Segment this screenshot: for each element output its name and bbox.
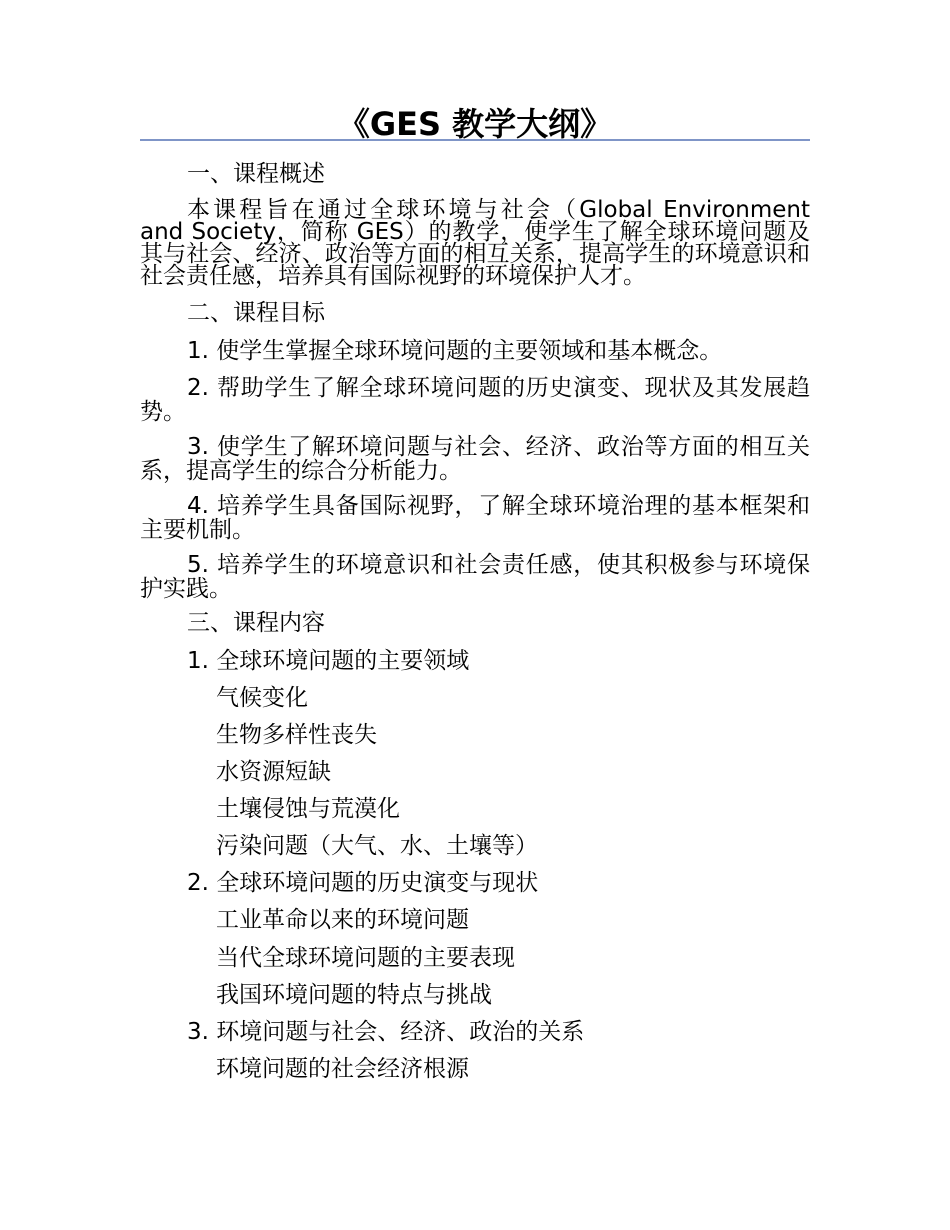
content-subitem: 工业革命以来的环境问题 (216, 907, 469, 933)
objective-item: 5. 培养学生的环境意识和社会责任感，使其积极参与环境保护实践。 (140, 552, 810, 602)
content-subitem: 污染问题（大气、水、土壤等） (216, 833, 538, 859)
content-subitem: 水资源短缺 (216, 759, 331, 785)
objective-item: 3. 使学生了解环境问题与社会、经济、政治等方面的相互关系，提高学生的综合分析能力。 (140, 434, 810, 484)
content-subitem: 气候变化 (216, 685, 308, 711)
content-group-title: 1. 全球环境问题的主要领域 (187, 648, 470, 674)
overview-paragraph: 本课程旨在通过全球环境与社会（Global Environment and Society，简称 GES）的教学，使学生了解全球环境问题及其与社会、经济、政治等方面的相互关系，提高学生的环境意识和社会责任感，培养具有国际视野的环境保护人才。 (140, 197, 810, 289)
section-heading-content: 三、课程内容 (187, 610, 325, 636)
objective-item: 4. 培养学生具备国际视野，了解全球环境治理的基本框架和主要机制。 (140, 493, 810, 543)
section-heading-overview: 一、课程概述 (187, 161, 325, 187)
objective-item: 1. 使学生掌握全球环境问题的主要领域和基本概念。 (187, 338, 723, 364)
section-heading-objectives: 二、课程目标 (187, 300, 325, 326)
title-underline (140, 139, 810, 141)
content-subitem: 我国环境问题的特点与挑战 (216, 982, 492, 1008)
content-group-title: 3. 环境问题与社会、经济、政治的关系 (187, 1019, 585, 1045)
content-subitem: 生物多样性丧失 (216, 722, 377, 748)
document-title: 《GES 教学大纲》 (337, 105, 613, 143)
content-group-title: 2. 全球环境问题的历史演变与现状 (187, 870, 539, 896)
content-subitem: 当代全球环境问题的主要表现 (216, 945, 515, 971)
content-subitem: 环境问题的社会经济根源 (216, 1056, 469, 1082)
objective-item: 2. 帮助学生了解全球环境问题的历史演变、现状及其发展趋势。 (140, 375, 810, 425)
content-subitem: 土壤侵蚀与荒漠化 (216, 796, 400, 822)
